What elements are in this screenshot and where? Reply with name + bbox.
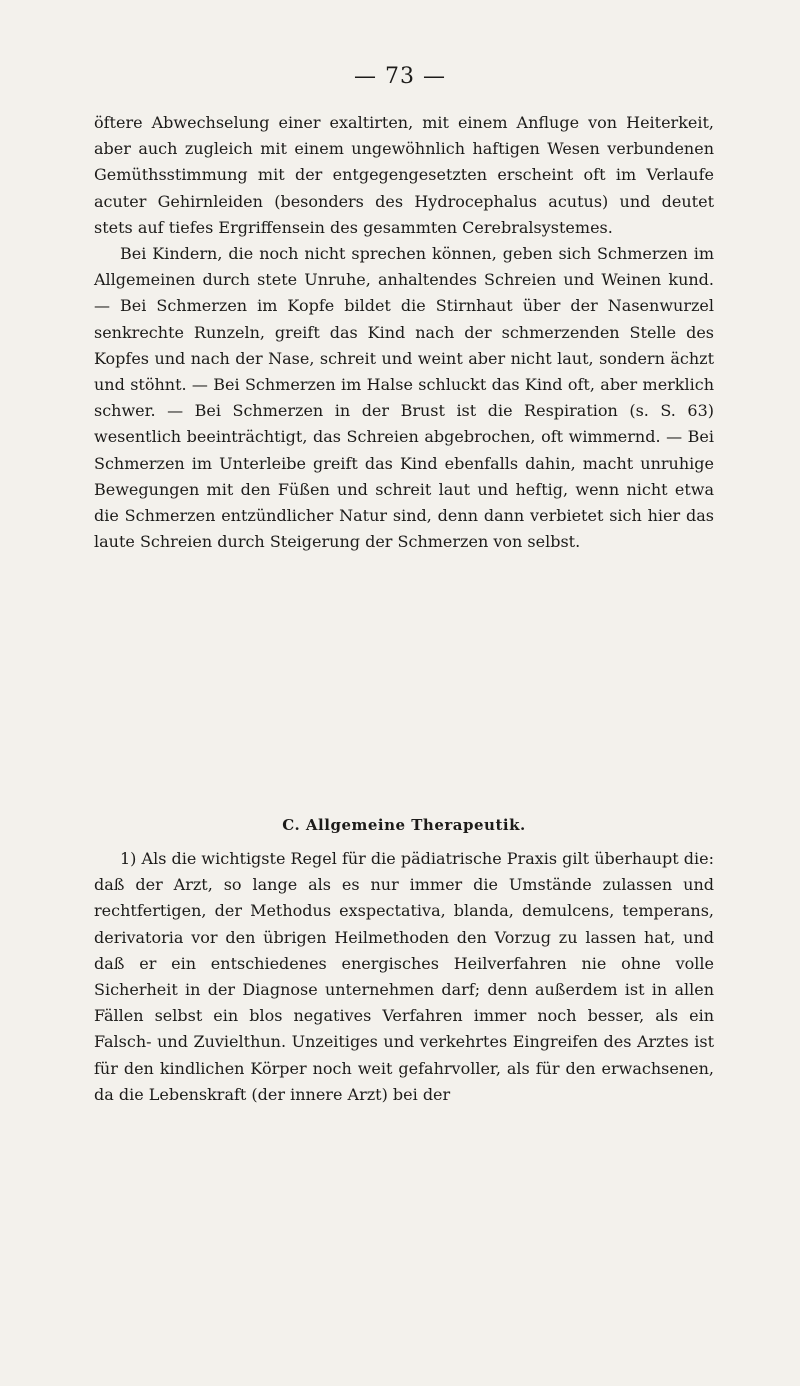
page-number: — 73 — xyxy=(354,64,446,89)
paragraph-children-pain: Bei Kindern, die noch nicht sprechen können, geben sich Schmerzen im Allgemeinen durch stete Unruhe, anhaltendes Schreien und Weinen kund. — Bei Schmerzen im Kopfe bildet die Stirnhaut über der Nasenwurzel senkrechte Runzeln, greift das Kind nach der schmerzenden Stelle des Kopfes und nach der Nase, schreit und weint aber nicht laut, sondern ächzt und stöhnt. — Bei Schmerzen im Halse schluckt das Kind oft, aber merklich schwer. — Bei Schmerzen in der Brust ist die Respiration (s. S. 63) wesentlich beeinträchtigt, das Schreien abgebrochen, oft wimmernd. — Bei Schmerzen im Unterleibe greift das Kind ebenfalls dahin, macht unruhige Bewegungen mit den Füßen und schreit laut und heftig, wenn nicht etwa die Schmerzen entzündlicher Natur sind, denn dann verbietet sich hier das laute Schreien durch Steigerung der Schmerzen von selbst. xyxy=(94,244,714,552)
text-block-upper xyxy=(94,110,714,555)
text-block-lower xyxy=(94,846,714,1108)
paragraph-continuation: öftere Abwechselung einer exaltirten, mit einem Anfluge von Heiterkeit, aber auch zugleich mit einem ungewöhnlich haftigen Wesen verbundenen Gemüthsstimmung mit der entgegengesetzten erscheint oft im Verlaufe acuter Gehirnleiden (besonders des Hydrocephalus acutus) und deutet stets auf tiefes Ergriffensein des gesammten Cerebralsystemes. xyxy=(94,113,714,237)
paragraph-therapy-rule: 1) Als die wichtigste Regel für die pädiatrische Praxis gilt überhaupt die: daß der Arzt, so lange als es nur immer die Umstände zulassen und rechtfertigen, der Methodus exspectativa, blanda, demulcens, temperans, derivatoria vor den übrigen Heilmethoden den Vorzug zu lassen hat, und daß er ein entschiedenes energisches Heilverfahren nie ohne volle Sicherheit in der Diagnose unternehmen darf; denn außerdem ist in allen Fällen selbst ein blos negatives Verfahren immer noch besser, als ein Falsch- und Zuvielthun. Unzeitiges und verkehrtes Eingreifen des Arztes ist für den kindlichen Körper noch weit gefahrvoller, als für den erwachsenen, da die Lebenskraft (der innere Arzt) bei der xyxy=(94,849,714,1104)
section-heading: C. Allgemeine Therapeutik. xyxy=(282,816,526,834)
